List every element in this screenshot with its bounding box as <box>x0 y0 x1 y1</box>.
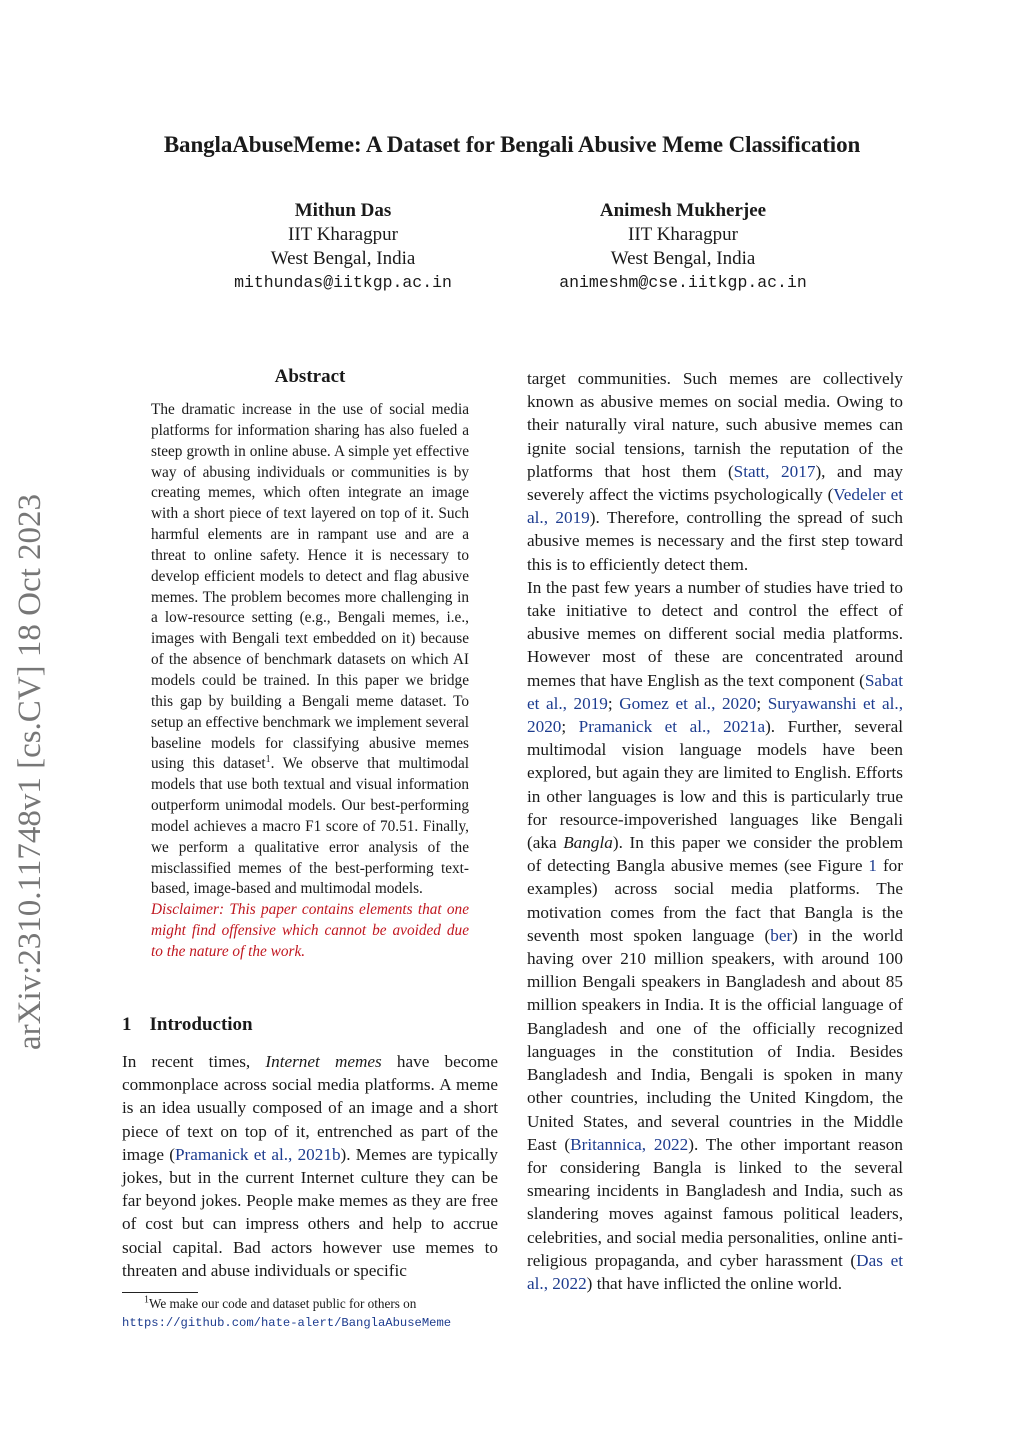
abstract-heading: Abstract <box>274 366 346 387</box>
footnote-mark: 1 <box>144 1294 149 1306</box>
citation-link[interactable]: Pramanick et al., 2021a <box>578 717 766 737</box>
section-number: 1 <box>122 1014 132 1035</box>
abstract-body <box>151 400 469 963</box>
author-affiliation: IIT Kharagpur <box>628 224 738 245</box>
intro-text: ). Memes are typically jokes, but in the current Internet culture they can be far beyond jokes. People make memes as they are free of cost but can impress others and help to accrue social capital. Bad actors however use memes to threaten and abuse individuals or specific <box>122 1144 498 1280</box>
paragraph <box>527 367 903 576</box>
author-name: Mithun Das <box>294 200 392 221</box>
paragraph <box>527 576 903 1295</box>
author-location: West Bengal, India <box>610 248 756 269</box>
author-name: Animesh Mukherjee <box>599 200 767 221</box>
intro-text: ). The other important reason for considering Bangla is linked to the several smearing incidents in Bangladesh and India, such as slandering moves against famous political leaders, celebrities, and social media personalities, online anti-religious propaganda, and cyber harassment ( <box>527 1134 903 1270</box>
intro-text: ). Further, several multimodal vision language models have been explored, but again they are limited to English. Efforts in other languages is low and this is particularly true for resource-impoverished languages like Bengali (aka <box>527 717 903 853</box>
disclaimer-text: Disclaimer: This paper contains elements that one might find offensive which cannot be avoided due to the nature of the work. <box>151 901 469 960</box>
separator: ; <box>607 693 620 713</box>
citation-link[interactable]: ber <box>770 925 793 945</box>
author-email[interactable]: mithundas@iitkgp.ac.in <box>234 273 452 292</box>
paper-title: BanglaAbuseMeme: A Dataset for Bengali Abusive Meme Classification <box>163 132 861 157</box>
footnote-divider <box>122 1292 198 1293</box>
intro-emphasis: Internet memes <box>265 1052 382 1071</box>
intro-emphasis: Bangla <box>563 833 613 853</box>
intro-text: have become commonplace across social media platforms. A meme is an idea usually composed of an image and a short piece of text on top of it, entrenched as part of the image ( <box>122 1052 498 1164</box>
intro-text: ) that have inflicted the online world. <box>586 1273 843 1293</box>
footnote-text: We make our code and dataset public for others on <box>149 1296 417 1311</box>
separator: ; <box>756 693 768 713</box>
intro-right-column <box>527 367 903 1295</box>
author-block-2 <box>513 199 853 295</box>
intro-text: In the past few years a number of studies have tried to take initiative to detect and control the effect of abusive memes on different social media platforms. However most of these are concentrated around memes that have English as the text component ( <box>527 577 903 690</box>
citation-link[interactable]: Pramanick et al., 2021b <box>174 1144 341 1164</box>
abstract-text-a: The dramatic increase in the use of social media platforms for information sharing has also fueled a steep growth in online abuse. A simple yet effective way of abusing individuals or communities is by creating memes, which often integrate an image with a short piece of text layered on top of it. Such harmful elements are in rampant use and are a threat to online safety. Hence it is necessary to develop efficient models to detect and flag abusive memes. The problem becomes more challenging in a low-resource setting (e.g., Bengali memes, i.e., images with Bengali text embedded on it) because of the absence of benchmark datasets on which AI models could be trained. In this paper we bridge this gap by building a Bengali meme dataset. To setup an effective benchmark we implement several baseline models for classifying abusive memes using this dataset <box>151 401 469 773</box>
citation-link[interactable]: Suryawanshi et al., 2020 <box>527 693 903 737</box>
footnote-mark[interactable]: 1 <box>265 754 271 766</box>
abstract-text-b: . We observe that multimodal models that use both textual and visual information outperform unimodal models. Our best-performing model achieves a macro F1 score of 70.51. Finally, we perform a qualitative error analysis of the misclassified memes of the best-performing text-based, image-based and multimodal models. <box>151 755 470 898</box>
arxiv-identifier-stamp: arXiv:2310.11748v1 [cs.CV] 18 Oct 2023 <box>12 493 48 1050</box>
citation-link[interactable]: Britannica, 2022 <box>570 1134 689 1154</box>
intro-text: ), and may severely affect the victims psychologically ( <box>527 461 904 505</box>
intro-text: ). Therefore, controlling the spread of such abusive memes is necessary and the first step toward this is to efficiently detect them. <box>527 508 903 574</box>
section-heading-introduction <box>122 1014 253 1036</box>
citation-link[interactable]: Vedeler et al., 2019 <box>527 485 904 528</box>
author-affiliation: IIT Kharagpur <box>288 224 398 245</box>
separator: ; <box>561 717 579 737</box>
section-title: Introduction <box>149 1014 253 1035</box>
citation-link[interactable]: Das et al., 2022 <box>527 1250 903 1293</box>
intro-text: for examples) across social media platforms. The motivation comes from the fact that Bangla is the seventh most spoken language ( <box>527 856 903 945</box>
intro-text: target communities. Such memes are collectively known as abusive memes on social media. Owing to their naturally viral nature, such abusive memes can ignite social tensions, tarnish the reputation of the platforms that host them ( <box>527 369 903 481</box>
intro-left-column <box>122 1050 498 1282</box>
citation-link[interactable]: Gomez et al., 2020 <box>619 693 757 713</box>
intro-text: ). In this paper we consider the problem of detecting Bangla abusive memes (see Figure <box>527 833 903 876</box>
author-block-1 <box>173 199 513 295</box>
citation-link[interactable]: Statt, 2017 <box>733 461 816 481</box>
figure-reference-link[interactable]: 1 <box>868 856 877 876</box>
author-location: West Bengal, India <box>270 248 416 269</box>
intro-text: ) in the world having over 210 million speakers, with around 100 million Bengali speakers in Bangladesh and about 85 million speakers in India. It is the official language of Bangladesh and one of the officially recognized languages in the constitution of India. Besides Bangladesh and India, Bengali is spoken in many other countries, including the United Kingdom, the United States, and several countries in the Middle East ( <box>527 925 903 1154</box>
footnote-url-link[interactable]: https://github.com/hate-alert/BanglaAbuseMeme <box>122 1316 452 1330</box>
footnote <box>122 1295 502 1332</box>
intro-text: In recent times, <box>122 1052 266 1071</box>
citation-link[interactable]: Sabat et al., 2019 <box>527 670 903 713</box>
author-email[interactable]: animeshm@cse.iitkgp.ac.in <box>559 273 807 292</box>
